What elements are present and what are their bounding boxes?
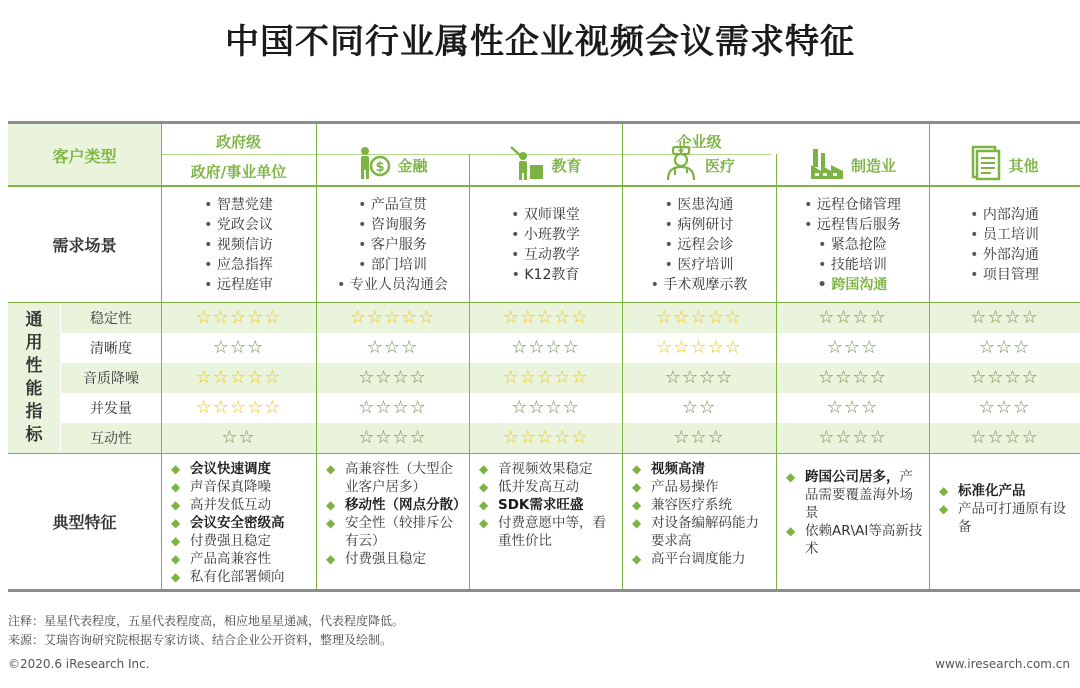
star-icon: ☆ bbox=[264, 307, 282, 328]
metric-label: 并发量 bbox=[90, 401, 132, 417]
column-label: 其他 bbox=[1008, 156, 1039, 175]
scene-row-label: 需求场景 bbox=[52, 236, 117, 255]
star-rating bbox=[776, 423, 929, 453]
star-rating bbox=[622, 303, 776, 333]
scene-cell bbox=[316, 187, 469, 302]
star-rating bbox=[929, 423, 1080, 453]
feature-item: ◆ 音视频效果稳定 bbox=[479, 460, 616, 478]
star-icon: ☆ bbox=[409, 367, 427, 388]
star-icon: ☆ bbox=[221, 427, 239, 448]
star-icon: ☆ bbox=[409, 427, 427, 448]
metric-label: 音质降噪 bbox=[83, 371, 139, 387]
star-icon: ☆ bbox=[826, 337, 844, 358]
star-icon: ☆ bbox=[409, 397, 427, 418]
feature-item: ◆ 付费强且稳定 bbox=[326, 550, 463, 568]
scene-item: • 互动教学 bbox=[469, 245, 622, 265]
star-icon: ☆ bbox=[366, 307, 384, 328]
doctor-icon bbox=[663, 145, 699, 185]
feature-item: ◆ 安全性（较排斥公有云） bbox=[326, 514, 463, 550]
star-rating bbox=[161, 333, 316, 363]
scene-item: • 医疗培训 bbox=[622, 255, 776, 275]
table-bottom-rule bbox=[8, 589, 1080, 592]
scene-item: • 技能培训 bbox=[776, 255, 929, 275]
feature-cell bbox=[622, 454, 776, 589]
star-icon: ☆ bbox=[707, 307, 725, 328]
star-rating bbox=[161, 393, 316, 423]
feature-cell bbox=[776, 454, 929, 589]
star-icon: ☆ bbox=[724, 337, 742, 358]
star-rating bbox=[469, 333, 622, 363]
feature-item: ◆ 移动性（网点分散） bbox=[326, 496, 463, 514]
scene-item: • 项目管理 bbox=[929, 265, 1080, 285]
feature-list bbox=[161, 454, 316, 586]
star-icon: ☆ bbox=[212, 397, 230, 418]
star-icon: ☆ bbox=[212, 337, 230, 358]
star-icon: ☆ bbox=[571, 367, 589, 388]
scene-item: • 医患沟通 bbox=[622, 195, 776, 215]
star-icon: ☆ bbox=[978, 397, 996, 418]
star-icon: ☆ bbox=[392, 367, 410, 388]
star-icon: ☆ bbox=[869, 307, 887, 328]
feature-list bbox=[622, 454, 776, 568]
features-row-label: 典型特征 bbox=[52, 513, 117, 532]
star-icon: ☆ bbox=[375, 367, 393, 388]
star-icon: ☆ bbox=[349, 307, 367, 328]
scene-list bbox=[469, 187, 622, 285]
feature-item: ◆ 视频高清 bbox=[632, 460, 770, 478]
star-icon: ☆ bbox=[970, 307, 988, 328]
star-icon: ☆ bbox=[528, 397, 546, 418]
star-icon: ☆ bbox=[1021, 307, 1039, 328]
customer-type-label: 客户类型 bbox=[52, 146, 117, 166]
scene-list bbox=[929, 187, 1080, 285]
feature-item: ◆ 产品可打通原有设备 bbox=[939, 500, 1074, 536]
scene-list bbox=[622, 187, 776, 295]
star-icon: ☆ bbox=[1004, 367, 1022, 388]
page-title: 中国不同行业属性企业视频会议需求特征 bbox=[225, 22, 855, 62]
star-icon: ☆ bbox=[247, 397, 265, 418]
star-icon: ☆ bbox=[818, 427, 836, 448]
star-icon: ☆ bbox=[852, 427, 870, 448]
star-icon: ☆ bbox=[358, 367, 376, 388]
feature-cell bbox=[161, 454, 316, 589]
column-header-medical bbox=[622, 145, 776, 185]
star-icon: ☆ bbox=[673, 337, 691, 358]
star-icon: ☆ bbox=[545, 337, 563, 358]
star-rating bbox=[469, 423, 622, 453]
star-icon: ☆ bbox=[656, 337, 674, 358]
star-icon: ☆ bbox=[401, 337, 419, 358]
feature-item: ◆ 高兼容性（大型企业客户居多） bbox=[326, 460, 463, 496]
star-icon: ☆ bbox=[401, 307, 419, 328]
feature-cell bbox=[929, 454, 1080, 589]
star-icon: ☆ bbox=[995, 337, 1014, 358]
scene-item: • 小班教学 bbox=[469, 225, 622, 245]
scene-item: • 紧急抢险 bbox=[776, 235, 929, 255]
metric-group-char: 指 bbox=[25, 402, 43, 422]
star-icon: ☆ bbox=[690, 337, 708, 358]
star-rating bbox=[469, 303, 622, 333]
scene-list bbox=[161, 187, 316, 295]
star-icon: ☆ bbox=[195, 367, 213, 388]
star-icon: ☆ bbox=[511, 397, 529, 418]
star-icon: ☆ bbox=[418, 307, 436, 328]
feature-cell bbox=[469, 454, 622, 589]
star-icon: ☆ bbox=[511, 337, 529, 358]
scene-item: • 产品宣贯 bbox=[316, 195, 469, 215]
factory-icon bbox=[809, 145, 845, 185]
feature-item: ◆ 低并发高互动 bbox=[479, 478, 616, 496]
star-icon: ☆ bbox=[195, 307, 213, 328]
star-icon: ☆ bbox=[247, 367, 265, 388]
star-rating bbox=[776, 303, 929, 333]
metric-group-char: 性 bbox=[25, 356, 43, 376]
scene-cell bbox=[161, 187, 316, 302]
star-icon: ☆ bbox=[818, 307, 836, 328]
feature-item: ◆ 产品易操作 bbox=[632, 478, 770, 496]
feature-item-bold: 跨国公司居多， bbox=[805, 469, 900, 485]
table-top-rule bbox=[8, 121, 1080, 124]
feature-item: ◆ 私有化部署倾向 bbox=[171, 568, 310, 586]
star-icon: ☆ bbox=[375, 427, 393, 448]
star-rating bbox=[622, 423, 776, 453]
star-icon: ☆ bbox=[826, 397, 844, 418]
scene-cell bbox=[929, 187, 1080, 302]
star-icon: ☆ bbox=[562, 337, 580, 358]
star-icon: ☆ bbox=[835, 427, 853, 448]
star-icon: ☆ bbox=[987, 367, 1005, 388]
star-icon: ☆ bbox=[366, 337, 384, 358]
star-icon: ☆ bbox=[707, 337, 725, 358]
star-icon: ☆ bbox=[502, 307, 520, 328]
star-icon: ☆ bbox=[229, 307, 248, 328]
star-rating bbox=[316, 363, 469, 393]
star-icon: ☆ bbox=[375, 397, 393, 418]
scene-item: • 远程会诊 bbox=[622, 235, 776, 255]
feature-item: ◆ 会议安全密级高 bbox=[171, 514, 310, 532]
star-icon: ☆ bbox=[238, 427, 256, 448]
metric-label: 互动性 bbox=[90, 431, 132, 447]
star-icon: ☆ bbox=[502, 427, 520, 448]
star-icon: ☆ bbox=[1013, 397, 1031, 418]
star-icon: ☆ bbox=[1013, 337, 1031, 358]
scene-item: • 视频信访 bbox=[161, 235, 316, 255]
feature-item: ◆ 会议快速调度 bbox=[171, 460, 310, 478]
column-header-government bbox=[161, 156, 316, 186]
star-rating bbox=[776, 363, 929, 393]
star-rating bbox=[929, 333, 1080, 363]
star-icon: ☆ bbox=[247, 307, 265, 328]
scene-item: • 远程仓储管理 bbox=[776, 195, 929, 215]
star-rating bbox=[316, 393, 469, 423]
scene-item: • 远程庭审 bbox=[161, 275, 316, 295]
star-icon: ☆ bbox=[392, 397, 410, 418]
column-label: 教育 bbox=[551, 156, 582, 175]
star-rating bbox=[316, 423, 469, 453]
star-rating bbox=[161, 423, 316, 453]
star-icon: ☆ bbox=[229, 337, 248, 358]
feature-item-rest: 产品需要覆盖海外场景 bbox=[805, 469, 913, 521]
scene-item: • 部门培训 bbox=[316, 255, 469, 275]
star-icon: ☆ bbox=[1004, 307, 1022, 328]
scene-item: • 远程售后服务 bbox=[776, 215, 929, 235]
star-icon: ☆ bbox=[656, 307, 674, 328]
star-icon: ☆ bbox=[716, 367, 734, 388]
scene-item: • 客户服务 bbox=[316, 235, 469, 255]
star-icon: ☆ bbox=[699, 367, 717, 388]
metric-group-char: 标 bbox=[25, 425, 43, 445]
star-icon: ☆ bbox=[681, 397, 699, 418]
star-icon: ☆ bbox=[536, 307, 555, 328]
star-icon: ☆ bbox=[562, 397, 580, 418]
feature-item: ◆ 付费强且稳定 bbox=[171, 532, 310, 550]
star-icon: ☆ bbox=[843, 337, 862, 358]
star-icon: ☆ bbox=[545, 397, 563, 418]
money-person-icon bbox=[357, 146, 391, 184]
star-rating bbox=[929, 393, 1080, 423]
star-icon: ☆ bbox=[861, 337, 879, 358]
star-icon: ☆ bbox=[212, 307, 230, 328]
column-header-education bbox=[469, 145, 622, 185]
svg-text:$: $ bbox=[375, 160, 386, 175]
star-icon: ☆ bbox=[571, 427, 589, 448]
feature-list bbox=[469, 454, 622, 550]
feature-item: ◆ 对设备编解码能力要求高 bbox=[632, 514, 770, 550]
scene-item: • 专业人员沟通会 bbox=[316, 275, 469, 295]
column-label: 政府/事业单位 bbox=[190, 162, 287, 181]
scene-item: • 应急指挥 bbox=[161, 255, 316, 275]
feature-item: ◆ 依赖AR\AI等高新技术 bbox=[786, 522, 923, 558]
star-icon: ☆ bbox=[536, 427, 555, 448]
column-label: 制造业 bbox=[850, 156, 896, 175]
column-header-finance bbox=[316, 145, 469, 185]
star-icon: ☆ bbox=[358, 397, 376, 418]
star-rating bbox=[929, 363, 1080, 393]
star-rating bbox=[929, 303, 1080, 333]
star-icon: ☆ bbox=[247, 337, 265, 358]
column-label: 医疗 bbox=[704, 156, 735, 175]
star-icon: ☆ bbox=[383, 307, 402, 328]
feature-item: ◆ SDK需求旺盛 bbox=[479, 496, 616, 514]
star-icon: ☆ bbox=[987, 307, 1005, 328]
scene-item: • 咨询服务 bbox=[316, 215, 469, 235]
star-icon: ☆ bbox=[1021, 367, 1039, 388]
source-text: 来源：艾瑞咨询研究院根据专家访谈、结合企业公开资料，整理及绘制。 bbox=[8, 633, 393, 647]
group-label-enterprise: 企业级 bbox=[676, 133, 722, 151]
metric-group-label bbox=[8, 303, 60, 453]
star-icon: ☆ bbox=[519, 367, 537, 388]
feature-item: ◆ 兼容医疗系统 bbox=[632, 496, 770, 514]
scene-item: • 党政会议 bbox=[161, 215, 316, 235]
column-header-manufacturing bbox=[776, 145, 929, 185]
star-icon: ☆ bbox=[528, 337, 546, 358]
star-icon: ☆ bbox=[229, 367, 248, 388]
star-rating bbox=[622, 363, 776, 393]
star-icon: ☆ bbox=[229, 397, 248, 418]
document-icon bbox=[970, 145, 1002, 185]
star-icon: ☆ bbox=[519, 427, 537, 448]
star-icon: ☆ bbox=[212, 367, 230, 388]
star-icon: ☆ bbox=[536, 367, 555, 388]
metric-label: 清晰度 bbox=[90, 341, 132, 357]
star-icon: ☆ bbox=[358, 427, 376, 448]
feature-item: ◆ 付费意愿中等，看重性价比 bbox=[479, 514, 616, 550]
metric-group-char: 能 bbox=[25, 379, 43, 399]
star-icon: ☆ bbox=[852, 307, 870, 328]
star-rating bbox=[776, 333, 929, 363]
metric-group-char: 用 bbox=[25, 333, 43, 353]
star-icon: ☆ bbox=[835, 367, 853, 388]
star-icon: ☆ bbox=[383, 337, 402, 358]
feature-list bbox=[929, 454, 1080, 536]
column-header-other bbox=[929, 145, 1080, 185]
star-rating bbox=[469, 363, 622, 393]
star-icon: ☆ bbox=[843, 397, 862, 418]
feature-item: ◆ 标准化产品 bbox=[939, 482, 1074, 500]
star-icon: ☆ bbox=[681, 367, 699, 388]
feature-list bbox=[316, 454, 469, 568]
scene-item: • 双师课堂 bbox=[469, 205, 622, 225]
star-icon: ☆ bbox=[852, 367, 870, 388]
star-icon: ☆ bbox=[571, 307, 589, 328]
feature-cell bbox=[316, 454, 469, 589]
star-icon: ☆ bbox=[978, 337, 996, 358]
star-icon: ☆ bbox=[987, 427, 1005, 448]
scene-item: • 手术观摩示教 bbox=[622, 275, 776, 295]
scene-item: • 员工培训 bbox=[929, 225, 1080, 245]
feature-item: ◆ 声音保真降噪 bbox=[171, 478, 310, 496]
star-rating bbox=[622, 333, 776, 363]
star-icon: ☆ bbox=[690, 307, 708, 328]
copyright-text: ©2020.6 iResearch Inc. bbox=[8, 657, 150, 671]
star-icon: ☆ bbox=[554, 307, 572, 328]
scene-item: • 病例研讨 bbox=[622, 215, 776, 235]
star-icon: ☆ bbox=[1004, 427, 1022, 448]
star-icon: ☆ bbox=[869, 427, 887, 448]
teacher-icon bbox=[509, 145, 545, 185]
column-label: 金融 bbox=[397, 156, 428, 175]
star-icon: ☆ bbox=[1021, 427, 1039, 448]
star-rating bbox=[316, 303, 469, 333]
star-icon: ☆ bbox=[707, 427, 725, 448]
star-rating bbox=[776, 393, 929, 423]
scene-list bbox=[316, 187, 469, 295]
metric-group-char: 通 bbox=[25, 310, 43, 330]
star-rating bbox=[469, 393, 622, 423]
star-icon: ☆ bbox=[502, 367, 520, 388]
star-icon: ☆ bbox=[818, 367, 836, 388]
scene-item: • 外部沟通 bbox=[929, 245, 1080, 265]
scene-cell bbox=[622, 187, 776, 302]
star-rating bbox=[161, 303, 316, 333]
star-icon: ☆ bbox=[995, 397, 1014, 418]
star-icon: ☆ bbox=[970, 367, 988, 388]
scene-item: • 内部沟通 bbox=[929, 205, 1080, 225]
star-icon: ☆ bbox=[699, 397, 717, 418]
star-icon: ☆ bbox=[970, 427, 988, 448]
scene-item: • 智慧党建 bbox=[161, 195, 316, 215]
star-icon: ☆ bbox=[673, 307, 691, 328]
star-icon: ☆ bbox=[392, 427, 410, 448]
star-icon: ☆ bbox=[664, 367, 682, 388]
star-icon: ☆ bbox=[869, 367, 887, 388]
star-icon: ☆ bbox=[554, 427, 572, 448]
scene-cell bbox=[776, 187, 929, 302]
star-icon: ☆ bbox=[861, 397, 879, 418]
star-icon: ☆ bbox=[690, 427, 708, 448]
star-rating bbox=[622, 393, 776, 423]
star-rating bbox=[316, 333, 469, 363]
feature-item: ◆ 高平台调度能力 bbox=[632, 550, 770, 568]
star-icon: ☆ bbox=[195, 397, 213, 418]
star-icon: ☆ bbox=[724, 307, 742, 328]
scene-list bbox=[776, 187, 929, 295]
star-icon: ☆ bbox=[264, 397, 282, 418]
feature-list bbox=[776, 454, 929, 558]
feature-item bbox=[786, 468, 923, 522]
note-text: 注释：星星代表程度，五星代表程度高，相应地星星递减，代表程度降低。 bbox=[8, 614, 405, 628]
scene-cell bbox=[469, 187, 622, 302]
star-icon: ☆ bbox=[264, 367, 282, 388]
site-url-link[interactable]: www.iresearch.com.cn bbox=[935, 657, 1070, 671]
star-icon: ☆ bbox=[673, 427, 691, 448]
star-icon: ☆ bbox=[519, 307, 537, 328]
metric-label: 稳定性 bbox=[90, 311, 132, 327]
star-rating bbox=[161, 363, 316, 393]
group-label-government: 政府级 bbox=[215, 133, 261, 151]
feature-item: ◆ 产品高兼容性 bbox=[171, 550, 310, 568]
star-icon: ☆ bbox=[554, 367, 572, 388]
feature-item: ◆ 高并发低互动 bbox=[171, 496, 310, 514]
comparison-table bbox=[8, 121, 1080, 592]
star-icon: ☆ bbox=[835, 307, 853, 328]
scene-item: • 跨国沟通 bbox=[776, 275, 929, 295]
scene-item: • K12教育 bbox=[469, 265, 622, 285]
